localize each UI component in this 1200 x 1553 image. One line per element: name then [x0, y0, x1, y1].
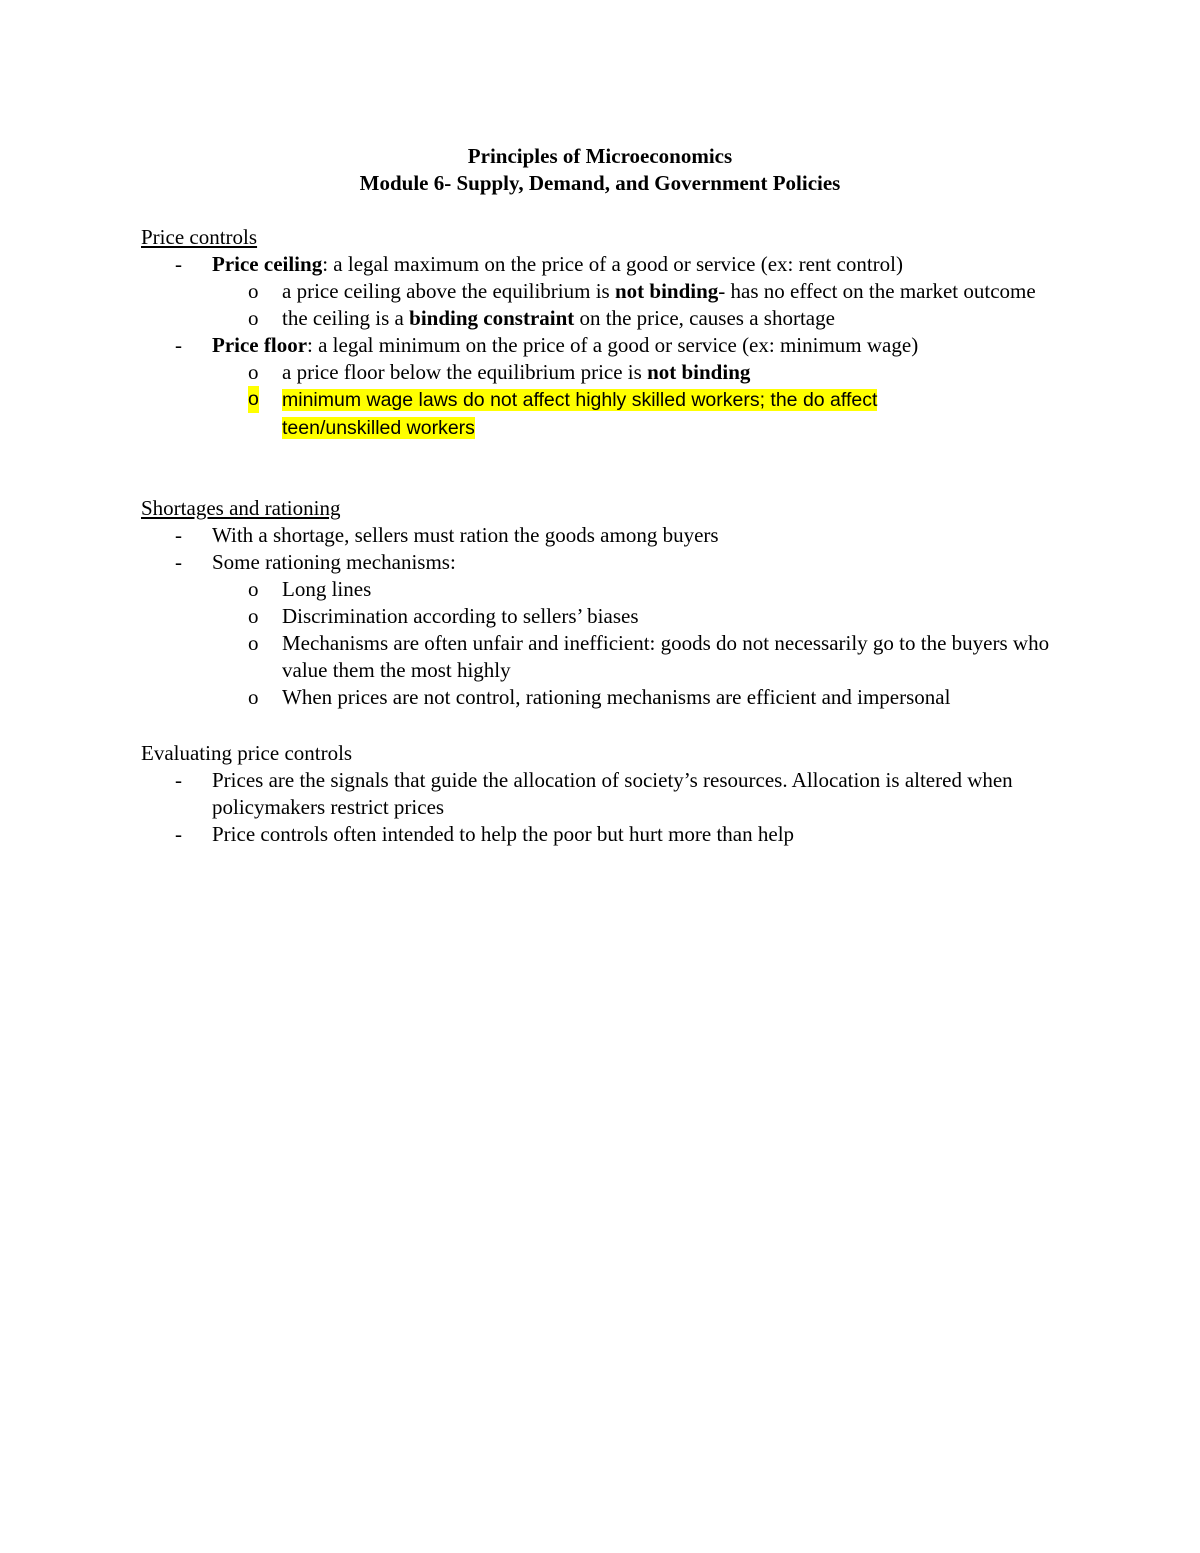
sub-list-item — [141, 684, 1071, 711]
highlighted-sub-list-item — [141, 386, 1071, 442]
circle-marker: o — [248, 604, 259, 628]
circle-marker: o — [248, 360, 259, 384]
section-heading: Price controls — [141, 225, 258, 249]
sub-item-text: on the price, causes a shortage — [574, 306, 835, 330]
bullet-list — [141, 522, 1071, 711]
section-heading: Shortages and rationing — [141, 496, 341, 520]
sub-list-item — [141, 278, 1071, 305]
sub-list — [212, 278, 1071, 332]
definition: : a legal maximum on the price of a good or service (ex: rent control) — [322, 252, 903, 276]
highlighted-text-line: minimum wage laws do not affect highly skilled workers; the do affect — [282, 389, 878, 411]
circle-marker: o — [248, 386, 259, 413]
sub-list-item — [141, 603, 1071, 630]
circle-marker: o — [248, 306, 259, 330]
document-subtitle: Module 6- Supply, Demand, and Government Policies — [359, 171, 841, 195]
list-item — [141, 251, 1071, 332]
section-shortages — [141, 495, 1071, 711]
bullet-list — [141, 251, 1071, 442]
list-item-text: Price controls often intended to help the poor but hurt more than help — [212, 822, 795, 846]
sub-item-text: a price floor below the equilibrium price is — [282, 360, 648, 384]
sub-item-text: Mechanisms are often unfair and inefficient: goods do not necessarily go to the buyers who value them the most highly — [282, 631, 1050, 682]
sub-list — [212, 359, 1071, 442]
sub-item-text: Discrimination according to sellers’ biases — [282, 604, 639, 628]
sub-item-text: - has no effect on the market outcome — [718, 279, 1036, 303]
list-item — [141, 549, 1071, 711]
title-block — [0, 143, 1200, 197]
sub-item-bold: not binding — [614, 279, 719, 303]
sub-list-item — [141, 576, 1071, 603]
sub-list-item — [141, 630, 1071, 684]
sub-item-text: a price ceiling above the equilibrium is — [282, 279, 615, 303]
term: Price ceiling — [212, 252, 323, 276]
list-item — [141, 332, 1071, 442]
list-item — [141, 821, 1071, 848]
dash-marker: - — [175, 768, 182, 792]
circle-marker: o — [248, 577, 259, 601]
circle-marker: o — [248, 631, 259, 655]
dash-marker: - — [175, 550, 182, 574]
circle-marker: o — [248, 685, 259, 709]
section-price-controls — [141, 224, 1071, 442]
section-evaluating — [141, 740, 1071, 848]
dash-marker: - — [175, 822, 182, 846]
definition: : a legal minimum on the price of a good or service (ex: minimum wage) — [307, 333, 919, 357]
list-item-text: Some rationing mechanisms: — [212, 550, 456, 574]
sub-item-text: Long lines — [282, 577, 372, 601]
sub-item-bold: binding constraint — [409, 306, 575, 330]
list-item — [141, 522, 1071, 549]
sub-item-text: When prices are not control, rationing mechanisms are efficient and impersonal — [282, 685, 951, 709]
sub-list-item — [141, 359, 1071, 386]
sub-item-bold: not binding — [647, 360, 751, 384]
list-item — [141, 767, 1071, 821]
sub-list-item — [141, 305, 1071, 332]
circle-marker: o — [248, 279, 259, 303]
document-title: Principles of Microeconomics — [467, 144, 733, 168]
sub-list — [212, 576, 1071, 711]
bullet-list — [141, 767, 1071, 848]
dash-marker: - — [175, 523, 182, 547]
highlighted-text-line: teen/unskilled workers — [282, 417, 475, 439]
section-heading: Evaluating price controls — [141, 741, 353, 765]
list-item-text: Prices are the signals that guide the allocation of society’s resources. Allocation is altered when policymakers restrict prices — [212, 768, 1013, 819]
dash-marker: - — [175, 252, 182, 276]
sub-item-text: the ceiling is a — [282, 306, 410, 330]
term: Price floor — [212, 333, 308, 357]
list-item-text: With a shortage, sellers must ration the goods among buyers — [212, 523, 719, 547]
dash-marker: - — [175, 333, 182, 357]
